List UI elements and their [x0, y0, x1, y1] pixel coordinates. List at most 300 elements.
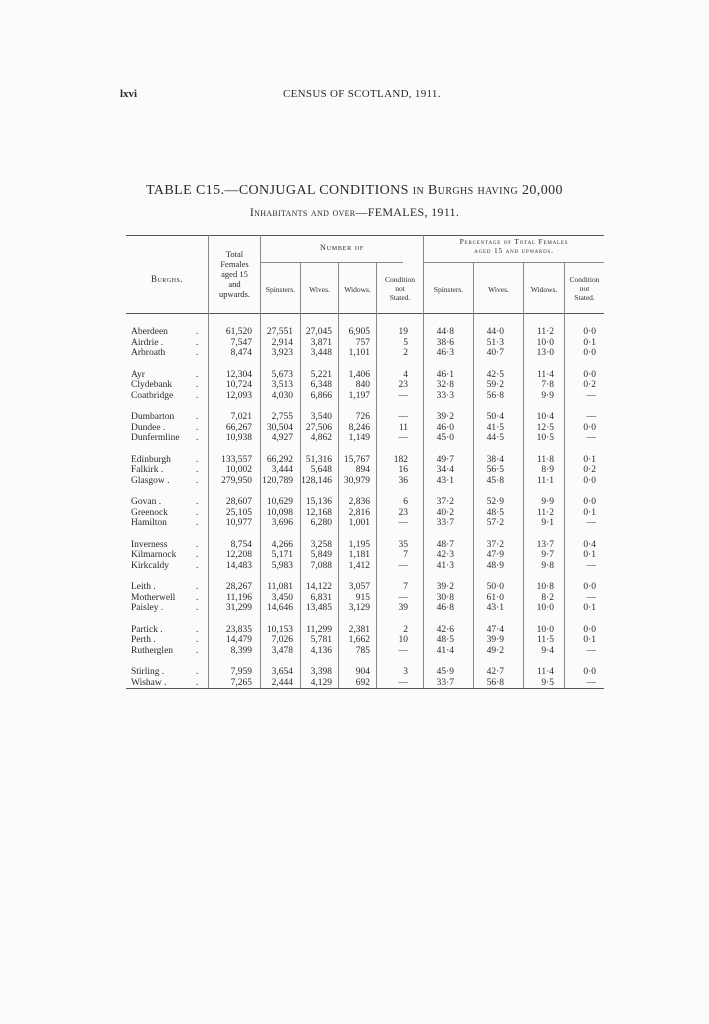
leader-dot: . [196, 390, 199, 401]
cell-pwi: 56·8 [486, 390, 504, 401]
table-row [126, 582, 604, 593]
cell-wd: 3,057 [348, 582, 370, 592]
cell-pcn: 0·0 [583, 667, 596, 677]
cell-name: Arbroath [131, 348, 166, 358]
header-wives: Wives. [309, 285, 330, 294]
cell-total: 66,267 [225, 422, 252, 433]
table-row [126, 508, 604, 519]
cell-pcn: 0·2 [583, 380, 596, 390]
cell-sp: 3,923 [271, 348, 293, 358]
cell-psp: 42·3 [436, 550, 454, 560]
cell-pcn: 0·2 [583, 465, 596, 475]
table-row [126, 433, 604, 444]
leader-dot: . [196, 327, 199, 337]
cell-wd: 904 [355, 667, 370, 677]
cell-psp: 45·9 [436, 667, 454, 677]
cell-cn: 182 [393, 454, 408, 465]
cell-pwi: 43·1 [486, 603, 504, 613]
header-percentage-of [424, 238, 604, 255]
header-pct-condition-line: not [579, 284, 590, 293]
cell-wi: 5,781 [310, 635, 332, 645]
cell-pwi: 51·3 [486, 337, 504, 348]
cell-pwi: 56·5 [486, 465, 504, 475]
cell-cn: 6 [403, 497, 408, 507]
cell-pwd: 13·7 [536, 539, 554, 550]
table-row [126, 423, 604, 434]
cell-wd: 1,001 [348, 518, 370, 528]
leader-dot: . [196, 560, 199, 571]
cell-name: Paisley . [131, 603, 164, 613]
cell-sp: 3,478 [271, 645, 293, 656]
cell-name: Edinburgh [131, 454, 171, 465]
cell-cn: 2 [403, 348, 408, 358]
cell-wi: 3,258 [310, 539, 332, 550]
cell-total: 7,265 [230, 677, 252, 688]
cell-wd: 30,979 [343, 475, 370, 486]
cell-total: 10,002 [225, 465, 252, 475]
table-row [126, 540, 604, 551]
cell-total: 7,547 [230, 337, 252, 348]
table-row [126, 412, 604, 423]
cell-total: 8,754 [230, 539, 252, 550]
cell-name: Glasgow . [131, 475, 170, 486]
cell-pcn: 0·0 [583, 422, 596, 433]
table-row [126, 678, 604, 689]
leader-dot: . [196, 603, 199, 613]
table-row [126, 455, 604, 466]
leader-dot: . [196, 348, 199, 358]
cell-pcn: 0·1 [583, 550, 596, 560]
cell-wi: 7,088 [310, 560, 332, 571]
leader-dot: . [196, 677, 199, 688]
cell-name: Rutherglen [131, 645, 174, 656]
cell-total: 7,021 [230, 412, 252, 422]
cell-pwd: 8·2 [541, 592, 554, 603]
cell-pwd: 11·5 [536, 635, 554, 645]
leader-dot: . [196, 507, 199, 518]
leader-dot: . [196, 433, 199, 443]
cell-cn: 7 [403, 582, 408, 592]
cell-wi: 15,136 [305, 497, 332, 507]
cell-total: 8,474 [230, 348, 252, 358]
cell-pwd: 9·5 [541, 677, 554, 688]
leader-dot: . [196, 412, 199, 422]
cell-pcn: 0·0 [583, 497, 596, 507]
cell-pcn: 0·0 [583, 582, 596, 592]
header-burghs: Burghs. [150, 274, 184, 284]
cell-pcn: 0·1 [583, 635, 596, 645]
cell-wi: 6,348 [310, 380, 332, 390]
cell-sp: 5,673 [271, 369, 293, 380]
cell-name: Dumbarton [131, 412, 175, 422]
cell-cn: — [398, 433, 408, 443]
cell-wd: 1,412 [348, 560, 370, 571]
leader-dot: . [196, 475, 199, 486]
cell-pwi: 48·5 [486, 507, 504, 518]
number-of-subrule [261, 262, 403, 263]
header-pct-spinsters: Spinsters. [433, 285, 464, 294]
cell-wi: 6,280 [310, 518, 332, 528]
cell-pcn: — [586, 560, 596, 571]
cell-wd: 757 [355, 337, 370, 348]
cell-psp: 41·4 [436, 645, 454, 656]
table-row [126, 561, 604, 572]
title-burghs: in Burghs having [412, 183, 519, 198]
cell-sp: 3,444 [271, 465, 293, 475]
cell-pwd: 13·0 [536, 348, 554, 358]
cell-pwd: 9·9 [541, 497, 554, 507]
cell-wi: 27,045 [305, 327, 332, 337]
header-spinsters: Spinsters. [265, 285, 296, 294]
cell-wd: 15,767 [343, 454, 370, 465]
leader-dot: . [196, 582, 199, 592]
header-condition-line: Stated. [389, 293, 411, 302]
cell-wd: 1,662 [348, 635, 370, 645]
header-total-line: upwards. [219, 289, 250, 299]
cell-name: Hamilton [131, 518, 167, 528]
cell-pwd: 9·1 [541, 518, 554, 528]
cell-total: 23,835 [225, 624, 252, 635]
cell-total: 10,724 [225, 380, 252, 390]
cell-pwi: 59·2 [486, 380, 504, 390]
cell-cn: 16 [398, 465, 408, 475]
cell-name: Coatbridge [131, 390, 174, 401]
cell-name: Airdrie . [131, 337, 164, 348]
table-header-rule [126, 313, 604, 314]
table-row [126, 550, 604, 561]
header-condition-line: not [395, 284, 405, 293]
cell-total: 28,607 [225, 497, 252, 507]
cell-wd: 1,149 [348, 433, 370, 443]
cell-name: Falkirk . [131, 465, 164, 475]
cell-sp: 5,171 [271, 550, 293, 560]
leader-dot: . [196, 465, 199, 475]
table-top-rule [126, 235, 604, 236]
cell-cn: 5 [403, 337, 408, 348]
cell-cn: — [398, 518, 408, 528]
cell-wi: 6,866 [310, 390, 332, 401]
cell-pcn: 0·4 [583, 539, 596, 550]
cell-sp: 3,513 [271, 380, 293, 390]
table-row [126, 635, 604, 646]
header-condition-line: Condition [384, 275, 415, 284]
cell-cn: 7 [403, 550, 408, 560]
header-total-line: Females [220, 259, 249, 269]
cell-wi: 5,849 [310, 550, 332, 560]
table-row [126, 667, 604, 678]
cell-cn: 35 [398, 539, 408, 550]
cell-cn: — [398, 645, 408, 656]
cell-pcn: — [586, 433, 596, 443]
cell-pcn: 0·0 [583, 348, 596, 358]
percentage-subrule [424, 262, 604, 263]
table-title-line-1 [0, 183, 709, 199]
cell-name: Kilmarnock [131, 550, 177, 560]
cell-cn: 4 [403, 369, 408, 380]
cell-psp: 30·8 [436, 592, 454, 603]
cell-pcn: 0·1 [583, 337, 596, 348]
page-number: lxvi [120, 88, 138, 100]
cell-psp: 43·1 [436, 475, 454, 486]
cell-wd: 726 [355, 412, 370, 422]
leader-dot: . [196, 592, 199, 603]
cell-psp: 44·8 [436, 327, 454, 337]
cell-total: 279,950 [221, 475, 252, 486]
cell-pwi: 57·2 [486, 518, 504, 528]
header-pct-widows: Widows. [530, 285, 558, 294]
cell-psp: 33·7 [436, 677, 454, 688]
cell-pcn: — [586, 412, 596, 422]
cell-pwi: 42·7 [486, 667, 504, 677]
cell-wd: 894 [355, 465, 370, 475]
cell-pwi: 37·2 [486, 539, 504, 550]
header-percentage-line: aged 15 and upwards. [474, 245, 554, 255]
cell-sp: 2,444 [271, 677, 293, 688]
cell-name: Stirling . [131, 667, 165, 677]
cell-total: 14,479 [225, 635, 252, 645]
cell-pwd: 10·8 [536, 582, 554, 592]
cell-psp: 38·6 [436, 337, 454, 348]
cell-psp: 46·0 [436, 422, 454, 433]
cell-name: Inverness [131, 539, 168, 550]
cell-wi: 128,146 [301, 475, 332, 486]
cell-pwd: 7·8 [541, 380, 554, 390]
cell-name: Greenock [131, 507, 168, 518]
cell-pwd: 9·7 [541, 550, 554, 560]
cell-pwd: 11·4 [536, 667, 554, 677]
cell-sp: 4,030 [271, 390, 293, 401]
leader-dot: . [196, 518, 199, 528]
leader-dot: . [196, 497, 199, 507]
cell-sp: 11,081 [267, 582, 293, 592]
cell-pcn: 0·1 [583, 603, 596, 613]
table-row [126, 465, 604, 476]
cell-total: 8,399 [230, 645, 252, 656]
cell-cn: 19 [398, 327, 408, 337]
cell-pwi: 40·7 [486, 348, 504, 358]
header-total-line: aged 15 [221, 269, 248, 279]
table-row [126, 391, 604, 402]
title-females: —FEMALES, 1911. [355, 205, 460, 219]
cell-pwd: 10·5 [536, 433, 554, 443]
cell-psp: 39·2 [436, 412, 454, 422]
title-inhabitants: Inhabitants and over [249, 205, 356, 219]
cell-wd: 8,246 [348, 422, 370, 433]
header-pct-condition-not-stated [565, 275, 604, 302]
cell-pwi: 48·9 [486, 560, 504, 571]
cell-pwi: 42·5 [486, 369, 504, 380]
cell-cn: 36 [398, 475, 408, 486]
leader-dot: . [196, 624, 199, 635]
cell-pwd: 9·8 [541, 560, 554, 571]
cell-sp: 3,654 [271, 667, 293, 677]
cell-total: 25,105 [225, 507, 252, 518]
cell-pcn: 0·0 [583, 475, 596, 486]
cell-cn: 23 [398, 507, 408, 518]
cell-wi: 11,299 [306, 624, 332, 635]
cell-name: Dundee . [131, 422, 166, 433]
cell-wi: 4,136 [310, 645, 332, 656]
table-bottom-rule [126, 688, 604, 689]
table-row [126, 518, 604, 529]
cell-cn: — [398, 592, 408, 603]
cell-cn: — [398, 677, 408, 688]
cell-pwd: 11·4 [536, 369, 554, 380]
cell-pcn: — [586, 390, 596, 401]
cell-sp: 10,098 [266, 507, 293, 518]
cell-psp: 46·3 [436, 348, 454, 358]
cell-psp: 33·3 [436, 390, 454, 401]
cell-pwd: 12·5 [536, 422, 554, 433]
cell-psp: 42·6 [436, 624, 454, 635]
leader-dot: . [196, 422, 199, 433]
cell-sp: 4,927 [271, 433, 293, 443]
cell-pwi: 44·0 [486, 327, 504, 337]
cell-psp: 32·8 [436, 380, 454, 390]
cell-psp: 49·7 [436, 454, 454, 465]
cell-name: Dunfermline [131, 433, 180, 443]
cell-wi: 5,648 [310, 465, 332, 475]
cell-name: Perth . [131, 635, 156, 645]
cell-pwi: 49·2 [486, 645, 504, 656]
cell-pwd: 11·2 [536, 507, 554, 518]
cell-pcn: — [586, 677, 596, 688]
header-total-line: Total [225, 249, 244, 259]
cell-wi: 3,398 [310, 667, 332, 677]
cell-name: Kirkcaldy [131, 560, 169, 571]
table-row [126, 497, 604, 508]
header-total-line: and [228, 279, 241, 289]
cell-cn: — [398, 412, 408, 422]
table-row [126, 338, 604, 349]
table-row [126, 380, 604, 391]
cell-total: 10,977 [225, 518, 252, 528]
cell-sp: 4,266 [271, 539, 293, 550]
cell-pcn: — [586, 518, 596, 528]
table-row [126, 476, 604, 487]
cell-total: 12,093 [225, 390, 252, 401]
cell-pwi: 39·9 [486, 635, 504, 645]
cell-psp: 45·0 [436, 433, 454, 443]
cell-psp: 39·2 [436, 582, 454, 592]
title-main: TABLE C15.—CONJUGAL CONDITIONS [146, 183, 409, 198]
cell-wd: 6,905 [348, 327, 370, 337]
cell-pwi: 52·9 [486, 497, 504, 507]
cell-wi: 3,448 [310, 348, 332, 358]
cell-wi: 12,168 [305, 507, 332, 518]
cell-psp: 34·4 [436, 465, 454, 475]
cell-wi: 4,862 [310, 433, 332, 443]
cell-cn: 2 [403, 624, 408, 635]
cell-wd: 692 [355, 677, 370, 688]
cell-cn: — [398, 390, 408, 401]
cell-pwi: 38·4 [486, 454, 504, 465]
cell-wi: 14,122 [305, 582, 332, 592]
cell-sp: 30,504 [266, 422, 293, 433]
cell-pwd: 10·0 [536, 624, 554, 635]
leader-dot: . [196, 645, 199, 656]
cell-total: 61,520 [225, 327, 252, 337]
cell-sp: 120,789 [262, 475, 293, 486]
cell-wd: 1,197 [348, 390, 370, 401]
cell-wi: 27,506 [305, 422, 332, 433]
cell-total: 14,483 [225, 560, 252, 571]
cell-cn: — [398, 560, 408, 571]
cell-pwd: 11·1 [536, 475, 554, 486]
header-widows: Widows. [344, 285, 371, 294]
cell-total: 12,304 [225, 369, 252, 380]
leader-dot: . [196, 380, 199, 390]
cell-sp: 10,629 [266, 497, 293, 507]
cell-pwd: 11·8 [536, 454, 554, 465]
cell-pcn: 0·0 [583, 624, 596, 635]
cell-name: Motherwell [131, 592, 176, 603]
cell-wi: 4,129 [310, 677, 332, 688]
running-head: CENSUS OF SCOTLAND, 1911. [283, 88, 441, 100]
cell-psp: 46·8 [436, 603, 454, 613]
cell-psp: 48·7 [436, 539, 454, 550]
cell-pwi: 56·8 [486, 677, 504, 688]
cell-sp: 10,153 [266, 624, 293, 635]
cell-pwd: 10·4 [536, 412, 554, 422]
title-threshold: 20,000 [522, 183, 563, 198]
cell-wd: 1,406 [348, 369, 370, 380]
cell-name: Clydebank [131, 380, 173, 390]
leader-dot: . [196, 337, 199, 348]
cell-sp: 2,914 [271, 337, 293, 348]
leader-dot: . [196, 454, 199, 465]
cell-psp: 37·2 [436, 497, 454, 507]
header-percentage-line: Percentage of Total Females [459, 237, 569, 246]
cell-pwi: 50·4 [486, 412, 504, 422]
cell-sp: 66,292 [266, 454, 293, 465]
cell-cn: 39 [398, 603, 408, 613]
cell-cn: 23 [398, 380, 408, 390]
cell-sp: 5,983 [271, 560, 293, 571]
cell-pcn: 0·0 [583, 327, 596, 337]
cell-psp: 40·2 [436, 507, 454, 518]
cell-name: Aberdeen [131, 327, 168, 337]
cell-name: Wishaw . [131, 677, 167, 688]
cell-wd: 1,195 [348, 539, 370, 550]
cell-cn: 10 [398, 635, 408, 645]
cell-pcn: — [586, 592, 596, 603]
cell-pwi: 45·8 [486, 475, 504, 486]
cell-pwd: 10·0 [536, 603, 554, 613]
cell-total: 12,208 [225, 550, 252, 560]
leader-dot: . [196, 667, 199, 677]
cell-wi: 5,221 [310, 369, 332, 380]
cell-pwd: 9·9 [541, 390, 554, 401]
cell-sp: 2,755 [271, 412, 293, 422]
table-row [126, 593, 604, 604]
cell-name: Govan . [131, 497, 162, 507]
cell-cn: 3 [403, 667, 408, 677]
cell-sp: 3,450 [271, 592, 293, 603]
table-row [126, 327, 604, 338]
cell-pwi: 47·4 [486, 624, 504, 635]
cell-pwi: 44·5 [486, 433, 504, 443]
cell-total: 31,299 [225, 603, 252, 613]
cell-wd: 2,836 [348, 497, 370, 507]
header-number-of: Number of [320, 243, 364, 252]
cell-name: Leith . [131, 582, 156, 592]
cell-psp: 48·5 [436, 635, 454, 645]
table-row [126, 603, 604, 614]
table-row [126, 370, 604, 381]
table-row [126, 646, 604, 657]
table-title-line-2 [0, 205, 709, 220]
